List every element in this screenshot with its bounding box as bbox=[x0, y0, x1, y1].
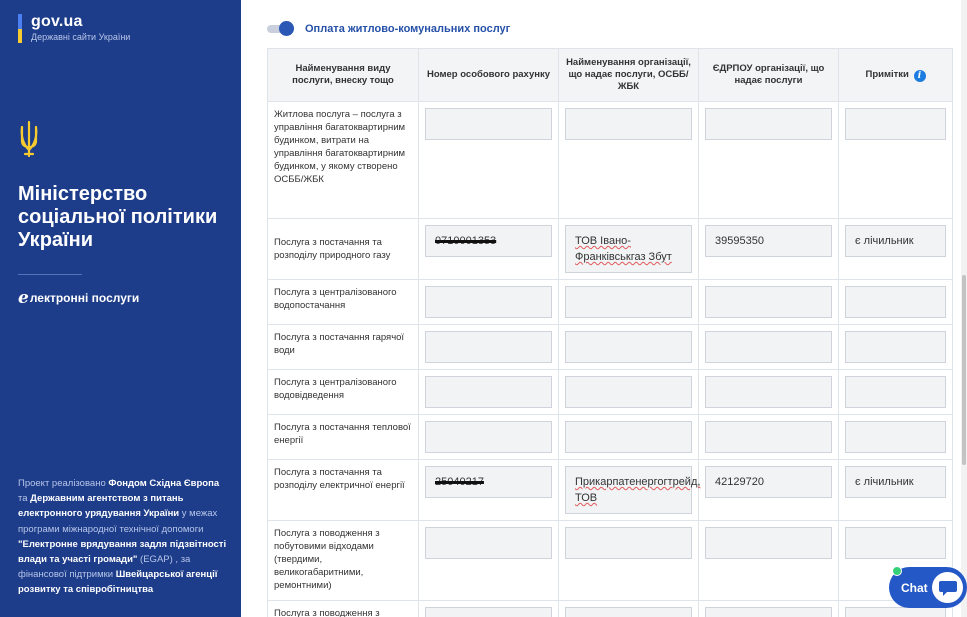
account-input[interactable] bbox=[425, 527, 552, 559]
eservices-e-icon: е bbox=[18, 288, 29, 308]
edrpou-input[interactable] bbox=[705, 421, 832, 453]
account-input[interactable] bbox=[425, 376, 552, 408]
edrpou-input[interactable] bbox=[705, 331, 832, 363]
notes-input[interactable] bbox=[845, 607, 946, 617]
services-table bbox=[267, 48, 953, 617]
service-name: Послуга з постачання теплової енергії bbox=[268, 415, 419, 460]
notes-input[interactable] bbox=[845, 421, 946, 453]
table-row bbox=[268, 325, 953, 370]
edrpou-input[interactable]: 39595350 bbox=[705, 225, 832, 257]
org-input[interactable] bbox=[565, 527, 692, 559]
chat-button[interactable] bbox=[889, 567, 967, 608]
org-input[interactable] bbox=[565, 607, 692, 617]
project-info: Проект реалізовано Фондом Східна Європа та Державним агентством з питань електронного урядування України у межах програми міжнародної технічної допомоги "Електронне врядування задля підзвітності влади та участі громади" (EGAP) , за фінансової підтримки Швейцарської агенції розвитку та співробітництва bbox=[18, 478, 227, 596]
scrollbar-thumb[interactable] bbox=[962, 275, 966, 465]
chat-bubble-icon bbox=[932, 572, 963, 603]
gov-flag-icon bbox=[18, 14, 22, 43]
account-value: 25040217 bbox=[435, 476, 484, 488]
page-scrollbar[interactable] bbox=[961, 0, 967, 617]
notes-input[interactable] bbox=[845, 108, 946, 140]
account-input[interactable] bbox=[425, 331, 552, 363]
ministry-name: Міністерство соціальної політики України bbox=[18, 183, 218, 251]
utility-toggle-row bbox=[267, 21, 510, 37]
org-input[interactable] bbox=[565, 225, 692, 273]
service-name: Послуга з постачання та розподілу електричної енергії bbox=[268, 460, 419, 521]
service-name: Житлова послуга – послуга з управління багатоквартирним будинком, витрати на управління багатоквартирним будинком, у якому створено ОСББ/ЖБК bbox=[268, 102, 419, 219]
header-notes: Примітки i bbox=[839, 49, 953, 102]
edrpou-input[interactable] bbox=[705, 376, 832, 408]
chat-label: Chat bbox=[901, 580, 928, 595]
service-name: Послуга з поводження з bbox=[268, 601, 419, 617]
main-content bbox=[241, 0, 967, 617]
sidebar bbox=[0, 0, 241, 617]
org-input[interactable] bbox=[565, 421, 692, 453]
edrpou-input[interactable] bbox=[705, 286, 832, 318]
table-row bbox=[268, 280, 953, 325]
table-row bbox=[268, 601, 953, 617]
gov-ua-link[interactable]: gov.ua bbox=[31, 13, 83, 30]
edrpou-input[interactable] bbox=[705, 607, 832, 617]
org-input[interactable] bbox=[565, 108, 692, 140]
account-input[interactable] bbox=[425, 225, 552, 257]
org-input[interactable] bbox=[565, 466, 701, 514]
account-input[interactable] bbox=[425, 607, 552, 617]
trident-icon bbox=[18, 121, 40, 157]
service-name: Послуга з постачання гарячої води bbox=[268, 325, 419, 370]
table-row bbox=[268, 370, 953, 415]
header-account: Номер особового рахунку bbox=[419, 49, 559, 102]
eservices-link[interactable] bbox=[18, 288, 140, 308]
table-header-row bbox=[268, 49, 953, 102]
account-input[interactable] bbox=[425, 108, 552, 140]
account-input[interactable] bbox=[425, 286, 552, 318]
edrpou-input[interactable]: 42129720 bbox=[705, 466, 832, 498]
service-name: Послуга з постачання та розподілу природного газу bbox=[268, 219, 419, 280]
org-input[interactable] bbox=[565, 376, 692, 408]
account-input[interactable] bbox=[425, 421, 552, 453]
online-status-icon bbox=[892, 566, 902, 576]
table-row bbox=[268, 219, 953, 280]
header-edrpou: ЄДРПОУ організації, що надає послуги bbox=[699, 49, 839, 102]
account-value: 0710001353 bbox=[435, 235, 497, 247]
org-value: ТОВ Івано-Франківськгаз Збут bbox=[575, 235, 672, 263]
notes-input[interactable]: є лічильник bbox=[845, 225, 946, 257]
table-row bbox=[268, 521, 953, 601]
sidebar-divider bbox=[18, 274, 82, 275]
notes-input[interactable] bbox=[845, 527, 946, 559]
service-name: Послуга з поводження з побутовими відходами (твердими, великогабаритними, ремонтними) bbox=[268, 521, 419, 601]
notes-input[interactable] bbox=[845, 286, 946, 318]
table-row bbox=[268, 102, 953, 219]
info-icon[interactable]: i bbox=[914, 70, 926, 82]
header-service: Найменування виду послуги, внеску тощо bbox=[268, 49, 419, 102]
eservices-label: лектронні послуги bbox=[29, 291, 140, 305]
header-org: Найменування організації, що надає послуги, ОСББ/ЖБК bbox=[559, 49, 699, 102]
edrpou-input[interactable] bbox=[705, 108, 832, 140]
utility-payment-toggle[interactable] bbox=[267, 21, 295, 37]
notes-input[interactable] bbox=[845, 376, 946, 408]
gov-subtitle: Державні сайти України bbox=[31, 32, 131, 42]
utility-payment-label: Оплата житлово-комунальних послуг bbox=[305, 23, 511, 35]
table-row bbox=[268, 460, 953, 521]
service-name: Послуга з централізованого водовідведення bbox=[268, 370, 419, 415]
service-name: Послуга з централізованого водопостачання bbox=[268, 280, 419, 325]
org-input[interactable] bbox=[565, 286, 692, 318]
org-input[interactable] bbox=[565, 331, 692, 363]
org-value: Прикарпатенергогтрейд, ТОВ bbox=[575, 476, 701, 504]
notes-input[interactable] bbox=[845, 331, 946, 363]
notes-input[interactable]: є лічильник bbox=[845, 466, 946, 498]
account-input[interactable] bbox=[425, 466, 552, 498]
edrpou-input[interactable] bbox=[705, 527, 832, 559]
table-row bbox=[268, 415, 953, 460]
